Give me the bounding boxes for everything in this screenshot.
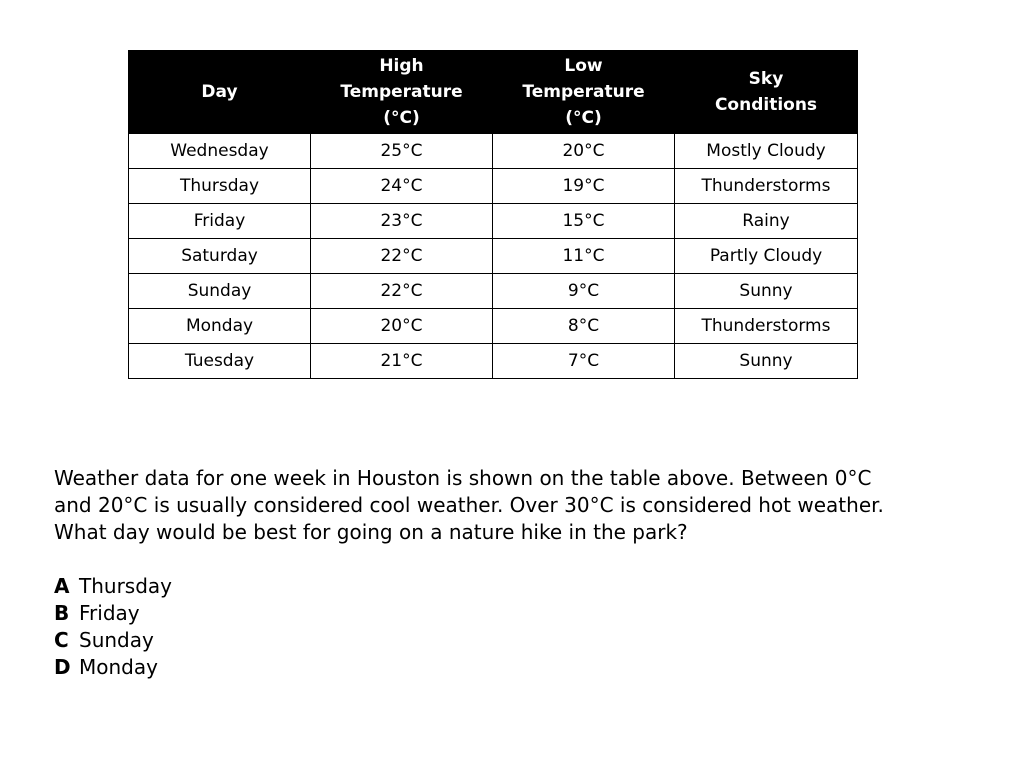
cell-high: 21°C bbox=[311, 344, 493, 379]
cell-sky: Sunny bbox=[675, 274, 858, 309]
answer-choice-a[interactable] bbox=[54, 573, 984, 600]
answer-choice-c[interactable] bbox=[54, 627, 984, 654]
cell-low: 8°C bbox=[493, 309, 675, 344]
cell-sky: Partly Cloudy bbox=[675, 239, 858, 274]
cell-low: 7°C bbox=[493, 344, 675, 379]
choice-letter: B bbox=[54, 601, 70, 625]
question-line: What day would be best for going on a nature hike in the park? bbox=[54, 520, 688, 544]
table-row bbox=[129, 274, 858, 309]
table-row bbox=[129, 204, 858, 239]
choice-text: Thursday bbox=[79, 574, 172, 598]
table-header-row bbox=[129, 51, 858, 134]
cell-high: 20°C bbox=[311, 309, 493, 344]
cell-day: Friday bbox=[129, 204, 311, 239]
cell-low: 20°C bbox=[493, 134, 675, 169]
cell-sky: Mostly Cloudy bbox=[675, 134, 858, 169]
header-line: Day bbox=[201, 82, 238, 102]
question-line: Weather data for one week in Houston is shown on the table above. Between 0°C bbox=[54, 466, 872, 490]
table-row bbox=[129, 239, 858, 274]
header-line: (°C) bbox=[565, 108, 602, 128]
table-row bbox=[129, 309, 858, 344]
header-day bbox=[129, 51, 311, 134]
choice-letter: A bbox=[54, 574, 70, 598]
choice-text: Friday bbox=[79, 601, 140, 625]
cell-sky: Thunderstorms bbox=[675, 309, 858, 344]
answer-choice-d[interactable] bbox=[54, 654, 984, 681]
header-line: Conditions bbox=[714, 95, 818, 115]
choice-letter: D bbox=[54, 655, 71, 679]
header-line: Temperature bbox=[522, 82, 645, 102]
answer-choices bbox=[54, 573, 984, 681]
header-line: Sky bbox=[748, 69, 784, 89]
cell-day: Monday bbox=[129, 309, 311, 344]
choice-letter: C bbox=[54, 628, 69, 652]
cell-day: Saturday bbox=[129, 239, 311, 274]
answer-choice-b[interactable] bbox=[54, 600, 984, 627]
cell-high: 22°C bbox=[311, 274, 493, 309]
cell-high: 24°C bbox=[311, 169, 493, 204]
cell-day: Sunday bbox=[129, 274, 311, 309]
question-line: and 20°C is usually considered cool weather. Over 30°C is considered hot weather. bbox=[54, 493, 884, 517]
cell-sky: Rainy bbox=[675, 204, 858, 239]
table-row bbox=[129, 344, 858, 379]
cell-day: Tuesday bbox=[129, 344, 311, 379]
table-row bbox=[129, 134, 858, 169]
cell-sky: Thunderstorms bbox=[675, 169, 858, 204]
header-line: Low bbox=[564, 56, 603, 76]
cell-low: 19°C bbox=[493, 169, 675, 204]
cell-day: Wednesday bbox=[129, 134, 311, 169]
weather-table bbox=[128, 50, 858, 379]
cell-high: 23°C bbox=[311, 204, 493, 239]
cell-high: 22°C bbox=[311, 239, 493, 274]
cell-high: 25°C bbox=[311, 134, 493, 169]
cell-day: Thursday bbox=[129, 169, 311, 204]
cell-low: 15°C bbox=[493, 204, 675, 239]
cell-low: 11°C bbox=[493, 239, 675, 274]
choice-text: Sunday bbox=[79, 628, 154, 652]
question-stem bbox=[54, 465, 984, 546]
header-line: High bbox=[379, 56, 424, 76]
cell-low: 9°C bbox=[493, 274, 675, 309]
table-row bbox=[129, 169, 858, 204]
header-line: Temperature bbox=[340, 82, 463, 102]
cell-sky: Sunny bbox=[675, 344, 858, 379]
header-sky-conditions bbox=[675, 51, 858, 134]
question-block bbox=[54, 465, 984, 681]
header-high-temperature bbox=[311, 51, 493, 134]
header-low-temperature bbox=[493, 51, 675, 134]
header-line: (°C) bbox=[383, 108, 420, 128]
choice-text: Monday bbox=[79, 655, 158, 679]
